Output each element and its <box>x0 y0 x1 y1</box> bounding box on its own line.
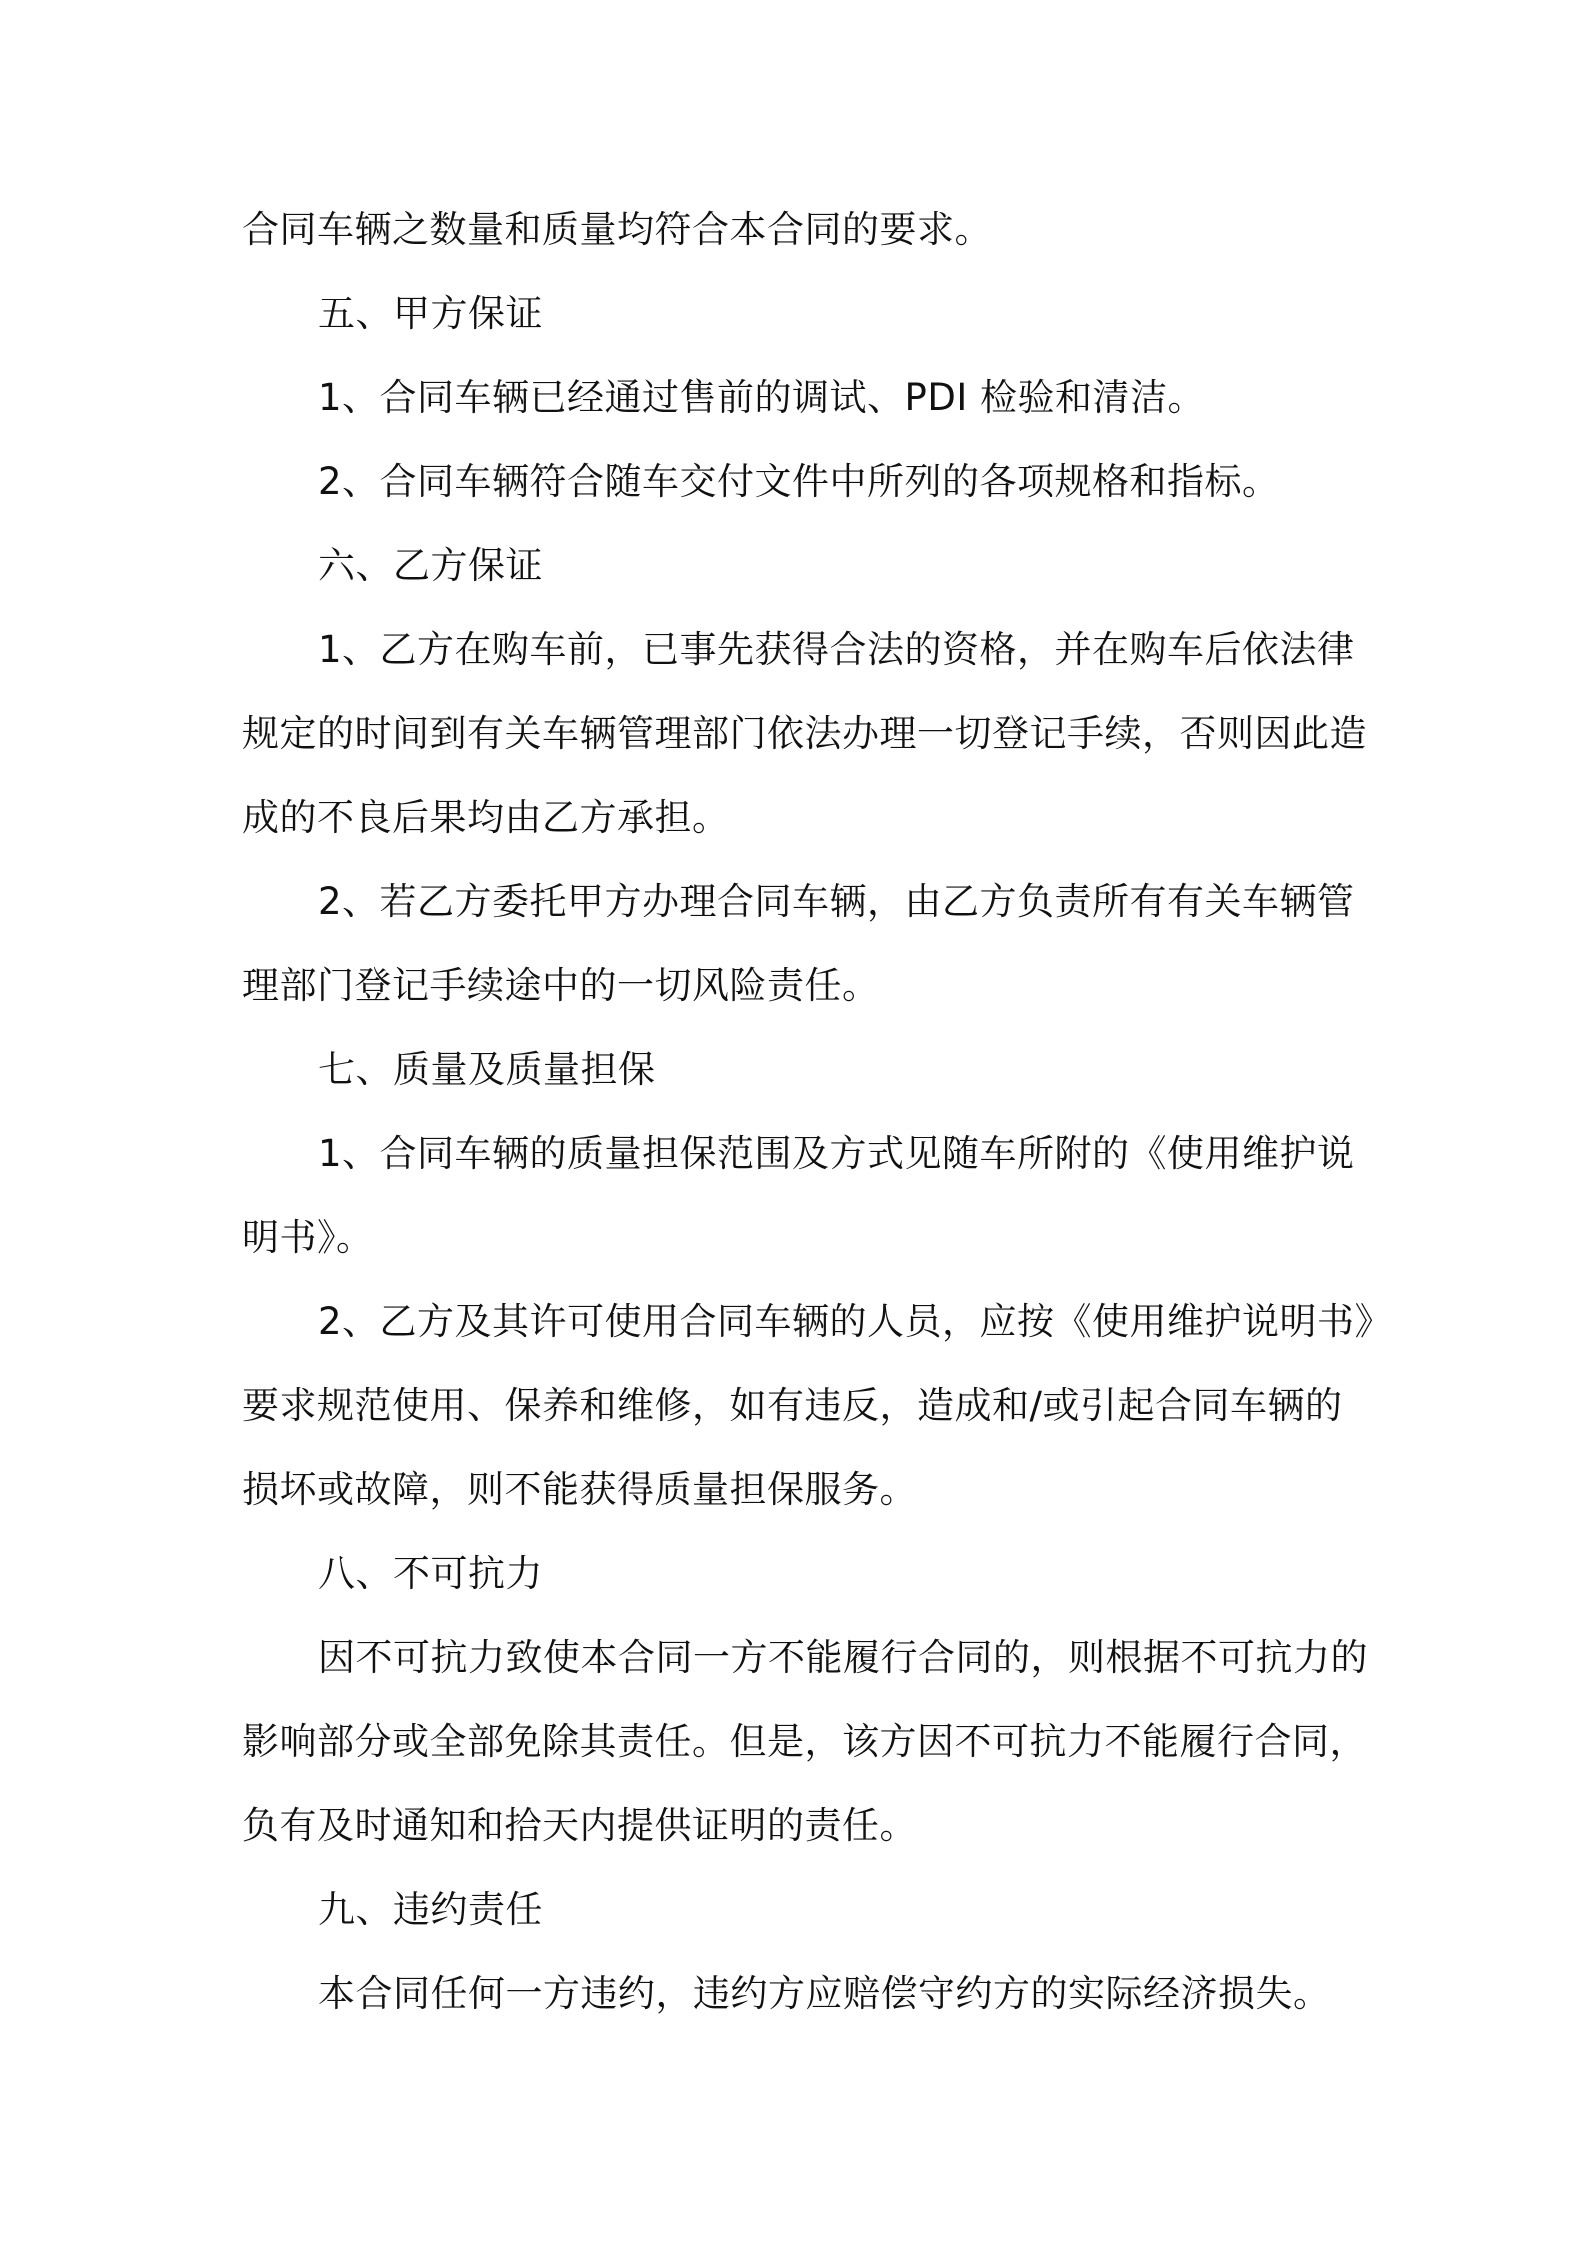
clause-item: 1、合同车辆的质量担保范围及方式见随车所附的《使用维护说 <box>318 1132 1355 1175</box>
clause-item: 1、乙方在购车前，已事先获得合法的资格，并在购车后依法律 <box>318 628 1355 671</box>
section-heading: 八、不可抗力 <box>318 1552 543 1595</box>
section-heading: 九、违约责任 <box>318 1888 543 1931</box>
clause-item: 2、若乙方委托甲方办理合同车辆，由乙方负责所有有关车辆管 <box>318 880 1355 923</box>
section-heading: 五、甲方保证 <box>318 292 543 335</box>
paragraph-line: 影响部分或全部免除其责任。但是，该方因不可抗力不能履行合同， <box>242 1720 1367 1763</box>
paragraph-line: 合同车辆之数量和质量均符合本合同的要求。 <box>242 208 992 251</box>
paragraph-line: 损坏或故障，则不能获得质量担保服务。 <box>242 1468 917 1511</box>
clause-item: 1、合同车辆已经通过售前的调试、PDI 检验和清洁。 <box>318 376 1206 419</box>
paragraph-line: 负有及时通知和拾天内提供证明的责任。 <box>242 1804 917 1847</box>
paragraph-line: 明书》。 <box>242 1216 374 1259</box>
section-heading: 七、质量及质量担保 <box>318 1048 656 1091</box>
clause-item: 本合同任何一方违约，违约方应赔偿守约方的实际经济损失。 <box>318 1972 1331 2015</box>
paragraph-line: 要求规范使用、保养和维修，如有违反，造成和/或引起合同车辆的 <box>242 1384 1343 1427</box>
section-heading: 六、乙方保证 <box>318 544 543 587</box>
clause-item: 2、合同车辆符合随车交付文件中所列的各项规格和指标。 <box>318 460 1280 503</box>
paragraph-line: 理部门登记手续途中的一切风险责任。 <box>242 964 880 1007</box>
paragraph-line: 规定的时间到有关车辆管理部门依法办理一切登记手续，否则因此造 <box>242 712 1367 755</box>
paragraph-line: 成的不良后果均由乙方承担。 <box>242 796 730 839</box>
clause-item: 2、乙方及其许可使用合同车辆的人员，应按《使用维护说明书》 <box>318 1300 1393 1343</box>
clause-item: 因不可抗力致使本合同一方不能履行合同的，则根据不可抗力的 <box>318 1636 1368 1679</box>
